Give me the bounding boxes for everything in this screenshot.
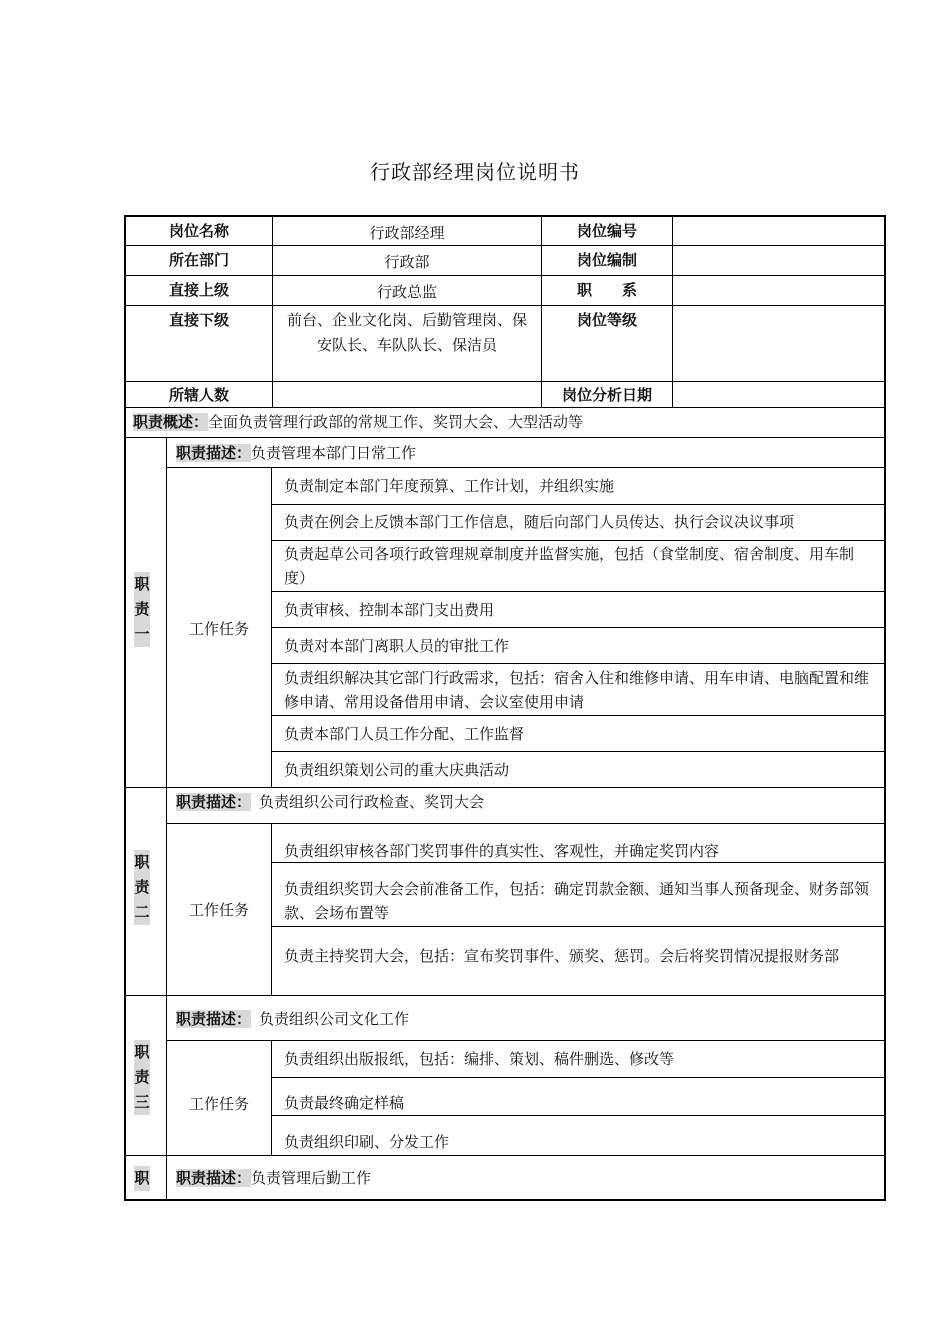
grid-line: [271, 1077, 886, 1078]
task-item: 负责制定本部门年度预算、工作计划，并组织实施: [284, 477, 615, 495]
duty-desc-text: 负责组织公司行政检查、奖罚大会: [259, 793, 485, 811]
grid-line: [271, 1115, 886, 1116]
duty-desc-text: 负责组织公司文化工作: [259, 1010, 410, 1028]
duty-side-char: 职: [134, 572, 150, 597]
task-item: 负责主持奖罚大会，包括：宣布奖罚事件、颁奖、惩罚。会后将奖罚情况提报财务部: [284, 947, 840, 965]
grade-label: 岗位等级: [576, 311, 637, 329]
grid-line: [271, 751, 886, 752]
duty-1-desc-row: [176, 441, 876, 465]
duty-side-char: 三: [134, 1090, 150, 1115]
duty-desc-label: 职责描述：: [176, 1010, 252, 1028]
grid-line: [271, 715, 886, 716]
subordinate-value: 前台、企业文化岗、后勤管理岗、保安队长、车队队长、保洁员: [286, 311, 527, 354]
duty-desc-text: 负责管理本部门日常工作: [251, 444, 417, 462]
grid-line: [124, 381, 886, 382]
task-item: 负责组织印刷、分发工作: [284, 1133, 450, 1151]
grid-line: [271, 540, 886, 541]
grid-line: [124, 1155, 886, 1156]
task-item: 负责本部门人员工作分配、工作监督: [284, 725, 525, 743]
page-title: 行政部经理岗位说明书: [370, 160, 580, 184]
task-item: 负责组织解决其它部门行政需求，包括：宿舍入住和维修申请、用车申请、电脑配置和维修申请、常用设备借用申请、会议室使用申请: [284, 669, 870, 711]
grid-line: [672, 216, 673, 407]
grid-line: [124, 275, 886, 276]
grid-line: [166, 438, 167, 1200]
overview-label: 职责概述：: [133, 413, 209, 431]
duty-desc-label: 职责描述：: [176, 793, 252, 811]
grid-line: [271, 926, 886, 927]
grid-line: [271, 1041, 272, 1155]
task-item: 负责对本部门离职人员的审批工作: [284, 637, 510, 655]
grid-line: [166, 1040, 886, 1041]
subordinate-label: 直接下级: [168, 311, 229, 329]
grid-line: [271, 627, 886, 628]
task-item: 负责组织审核各部门奖罚事件的真实性、客观性，并确定奖罚内容: [284, 842, 720, 860]
job-name-label: 岗位名称: [168, 222, 229, 240]
job-name-value: 行政部经理: [369, 224, 445, 242]
relation-label: 职 系: [576, 281, 637, 299]
duty-2-side-label: [134, 850, 150, 925]
overview-row: [133, 410, 873, 434]
grid-line: [124, 787, 886, 788]
superior-label: 直接上级: [168, 281, 229, 299]
grid-line: [271, 663, 886, 664]
duty-side-char: 责: [134, 875, 150, 900]
grid-line: [124, 305, 886, 306]
overview-text: 全面负责管理行政部的常规工作、奖罚大会、大型活动等: [208, 413, 584, 431]
duty-4-desc-row: [176, 1166, 876, 1190]
headcount-label: 所辖人数: [168, 386, 229, 404]
duty-3-task-label: 工作任务: [188, 1095, 249, 1113]
task-item: 负责审核、控制本部门支出费用: [284, 601, 495, 619]
task-item: 负责组织策划公司的重大庆典活动: [284, 761, 510, 779]
grid-line: [271, 504, 886, 505]
job-no-label: 岗位编号: [576, 222, 637, 240]
duty-desc-label: 职责描述：: [176, 1169, 252, 1187]
analysis-date-label: 岗位分析日期: [561, 386, 652, 404]
duty-side-char: 责: [134, 1065, 150, 1090]
dept-value: 行政部: [384, 253, 430, 271]
duty-side-char: 一: [134, 622, 150, 647]
task-item: 负责起草公司各项行政管理规章制度并监督实施，包括（食堂制度、宿舍制度、用车制度）: [284, 545, 855, 587]
duty-3-desc-row: [176, 1007, 876, 1031]
grid-line: [271, 591, 886, 592]
staffing-label: 岗位编制: [576, 251, 637, 269]
duty-side-char: 职: [134, 1166, 150, 1191]
duty-side-char: 二: [134, 900, 150, 925]
grid-line: [124, 437, 886, 438]
grid-line: [124, 407, 886, 408]
grid-line: [271, 824, 272, 995]
duty-desc-label: 职责描述：: [176, 444, 252, 462]
grid-line: [124, 995, 886, 996]
task-item: 负责在例会上反馈本部门工作信息，随后向部门人员传达、执行会议决议事项: [284, 513, 795, 531]
duty-side-char: 职: [134, 1040, 150, 1065]
task-item: 负责最终确定样稿: [284, 1094, 405, 1112]
task-item: 负责组织出版报纸，包括：编排、策划、稿件删选、修改等: [284, 1050, 675, 1068]
dept-label: 所在部门: [168, 251, 229, 269]
duty-2-task-label: 工作任务: [188, 901, 249, 919]
superior-value: 行政总监: [376, 283, 437, 301]
duty-side-char: 职: [134, 850, 150, 875]
duty-1-side-label: [134, 572, 150, 647]
duty-1-task-label: 工作任务: [188, 620, 249, 638]
grid-line: [124, 245, 886, 246]
duty-2-desc-row: [176, 790, 876, 814]
duty-desc-text: 负责管理后勤工作: [251, 1169, 372, 1187]
grid-line: [166, 467, 886, 468]
duty-4-side-label: [134, 1166, 150, 1191]
duty-3-side-label: [134, 1040, 150, 1115]
task-item: 负责组织奖罚大会会前准备工作，包括：确定罚款金额、通知当事人预备现金、财务部领款、会场布置等: [284, 880, 870, 922]
grid-line: [166, 823, 886, 824]
duty-side-char: 责: [134, 597, 150, 622]
